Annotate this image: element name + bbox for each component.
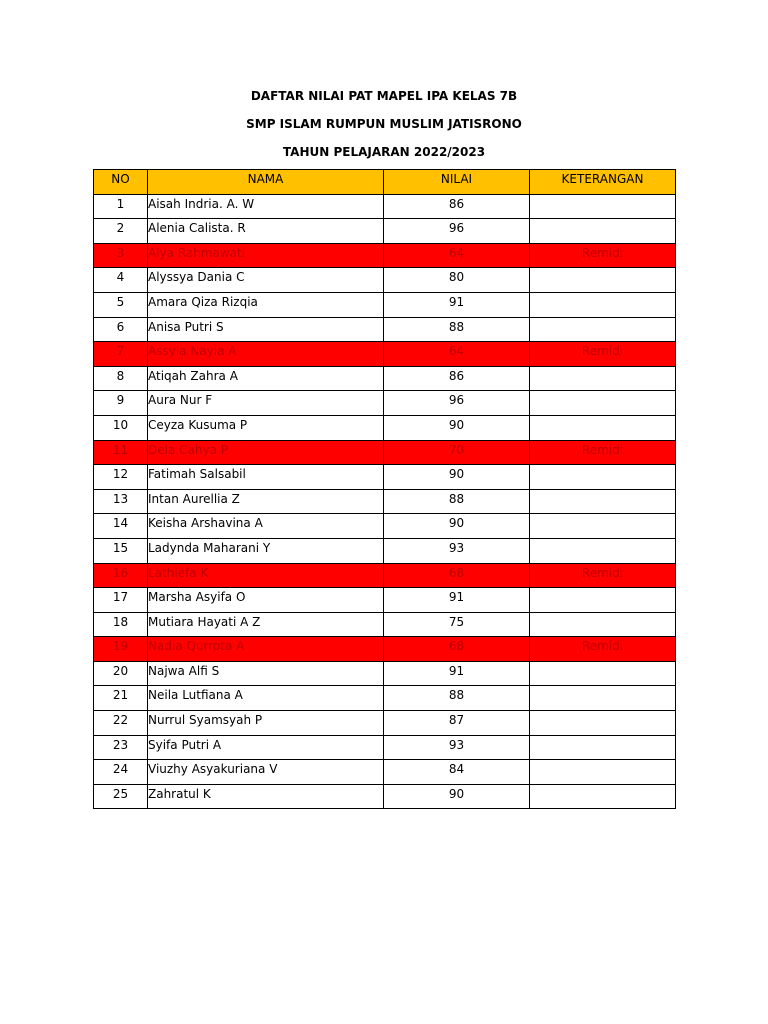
cell-keterangan: [530, 489, 676, 514]
table-row: [94, 784, 676, 809]
cell-nama: Alyssya Dania C: [148, 268, 384, 293]
cell-nama: Anisa Putri S: [148, 317, 384, 342]
cell-no: 3: [94, 243, 148, 268]
cell-keterangan: [530, 268, 676, 293]
cell-keterangan: [530, 711, 676, 736]
header-keterangan: KETERANGAN: [530, 170, 676, 195]
cell-nilai: 96: [384, 219, 530, 244]
cell-no: 24: [94, 760, 148, 785]
cell-nama: Dela Cahya P: [148, 440, 384, 465]
cell-nilai: 96: [384, 391, 530, 416]
table-row: [94, 440, 676, 465]
cell-nilai: 64: [384, 342, 530, 367]
cell-nama: Atiqah Zahra A: [148, 366, 384, 391]
cell-no: 25: [94, 784, 148, 809]
table-row: [94, 219, 676, 244]
cell-nama: Intan Aurellia Z: [148, 489, 384, 514]
cell-nilai: 75: [384, 612, 530, 637]
cell-nilai: 91: [384, 292, 530, 317]
cell-no: 13: [94, 489, 148, 514]
cell-keterangan: [530, 538, 676, 563]
table-row: [94, 268, 676, 293]
cell-no: 22: [94, 711, 148, 736]
table-row: [94, 563, 676, 588]
table-body: [94, 194, 676, 809]
cell-keterangan: [530, 686, 676, 711]
cell-keterangan: [530, 784, 676, 809]
cell-nama: Amara Qiza Rizqia: [148, 292, 384, 317]
document-title: DAFTAR NILAI PAT MAPEL IPA KELAS 7B: [250, 89, 518, 103]
cell-no: 17: [94, 588, 148, 613]
cell-nilai: 84: [384, 760, 530, 785]
cell-nilai: 87: [384, 711, 530, 736]
table-header-row: [94, 170, 676, 195]
cell-nilai: 64: [384, 243, 530, 268]
cell-nilai: 88: [384, 489, 530, 514]
header-no: NO: [94, 170, 148, 195]
cell-nama: Marsha Asyifa O: [148, 588, 384, 613]
header-nilai: NILAI: [384, 170, 530, 195]
cell-keterangan: Remidi: [530, 440, 676, 465]
cell-nilai: 90: [384, 415, 530, 440]
cell-nama: Lathiefa K: [148, 563, 384, 588]
cell-no: 18: [94, 612, 148, 637]
cell-nama: Aisah Indria. A. W: [148, 194, 384, 219]
cell-no: 15: [94, 538, 148, 563]
cell-nilai: 80: [384, 268, 530, 293]
cell-no: 12: [94, 465, 148, 490]
cell-nama: Mutiara Hayati A Z: [148, 612, 384, 637]
table-row: [94, 538, 676, 563]
table-row: [94, 661, 676, 686]
cell-no: 5: [94, 292, 148, 317]
cell-nama: Aura Nur F: [148, 391, 384, 416]
cell-no: 23: [94, 735, 148, 760]
cell-keterangan: [530, 465, 676, 490]
grades-table: [93, 169, 676, 809]
cell-nama: Neila Lutfiana A: [148, 686, 384, 711]
cell-keterangan: [530, 391, 676, 416]
cell-no: 16: [94, 563, 148, 588]
table-row: [94, 391, 676, 416]
cell-no: 6: [94, 317, 148, 342]
table-row: [94, 588, 676, 613]
table-row: [94, 342, 676, 367]
cell-keterangan: [530, 735, 676, 760]
cell-nama: Nurrul Syamsyah P: [148, 711, 384, 736]
cell-nilai: 91: [384, 661, 530, 686]
cell-nama: Viuzhy Asyakuriana V: [148, 760, 384, 785]
cell-nama: Ladynda Maharani Y: [148, 538, 384, 563]
cell-nilai: 90: [384, 514, 530, 539]
cell-nama: Assyla Nayla A: [148, 342, 384, 367]
cell-no: 8: [94, 366, 148, 391]
table-row: [94, 514, 676, 539]
table-row: [94, 194, 676, 219]
cell-nilai: 88: [384, 317, 530, 342]
table-row: [94, 760, 676, 785]
cell-nama: Ceyza Kusuma P: [148, 415, 384, 440]
cell-keterangan: [530, 415, 676, 440]
cell-no: 21: [94, 686, 148, 711]
table-row: [94, 489, 676, 514]
cell-no: 10: [94, 415, 148, 440]
table-row: [94, 243, 676, 268]
cell-keterangan: [530, 612, 676, 637]
cell-nilai: 68: [384, 563, 530, 588]
cell-keterangan: [530, 661, 676, 686]
cell-nilai: 86: [384, 194, 530, 219]
cell-keterangan: [530, 219, 676, 244]
cell-nama: Syifa Putri A: [148, 735, 384, 760]
cell-nilai: 68: [384, 637, 530, 662]
cell-nilai: 86: [384, 366, 530, 391]
cell-nilai: 93: [384, 735, 530, 760]
table-row: [94, 686, 676, 711]
academic-year: TAHUN PELAJARAN 2022/2023: [282, 145, 486, 159]
cell-nama: Najwa Alfi S: [148, 661, 384, 686]
cell-keterangan: [530, 588, 676, 613]
table-row: [94, 637, 676, 662]
table-row: [94, 415, 676, 440]
cell-no: 14: [94, 514, 148, 539]
table-row: [94, 317, 676, 342]
cell-no: 19: [94, 637, 148, 662]
cell-keterangan: [530, 292, 676, 317]
table-row: [94, 465, 676, 490]
cell-keterangan: Remidi: [530, 342, 676, 367]
header-nama: NAMA: [148, 170, 384, 195]
cell-nama: Nadia Qurrota A: [148, 637, 384, 662]
cell-keterangan: [530, 317, 676, 342]
cell-no: 2: [94, 219, 148, 244]
cell-nama: Alenia Calista. R: [148, 219, 384, 244]
cell-keterangan: [530, 514, 676, 539]
cell-nilai: 88: [384, 686, 530, 711]
cell-keterangan: Remidi: [530, 637, 676, 662]
cell-nilai: 90: [384, 784, 530, 809]
cell-nilai: 90: [384, 465, 530, 490]
cell-nama: Zahratul K: [148, 784, 384, 809]
cell-keterangan: Remidi: [530, 243, 676, 268]
cell-no: 1: [94, 194, 148, 219]
school-name: SMP ISLAM RUMPUN MUSLIM JATISRONO: [246, 117, 522, 131]
cell-no: 9: [94, 391, 148, 416]
cell-no: 4: [94, 268, 148, 293]
cell-nilai: 93: [384, 538, 530, 563]
cell-keterangan: [530, 760, 676, 785]
table-row: [94, 612, 676, 637]
cell-no: 11: [94, 440, 148, 465]
cell-nama: Alya Rahmawati: [148, 243, 384, 268]
cell-nilai: 70: [384, 440, 530, 465]
table-row: [94, 735, 676, 760]
table-row: [94, 366, 676, 391]
cell-no: 20: [94, 661, 148, 686]
cell-keterangan: [530, 366, 676, 391]
table-row: [94, 711, 676, 736]
table-row: [94, 292, 676, 317]
cell-nama: Keisha Arshavina A: [148, 514, 384, 539]
cell-keterangan: Remidi: [530, 563, 676, 588]
cell-no: 7: [94, 342, 148, 367]
cell-nilai: 91: [384, 588, 530, 613]
cell-nama: Fatimah Salsabil: [148, 465, 384, 490]
cell-keterangan: [530, 194, 676, 219]
